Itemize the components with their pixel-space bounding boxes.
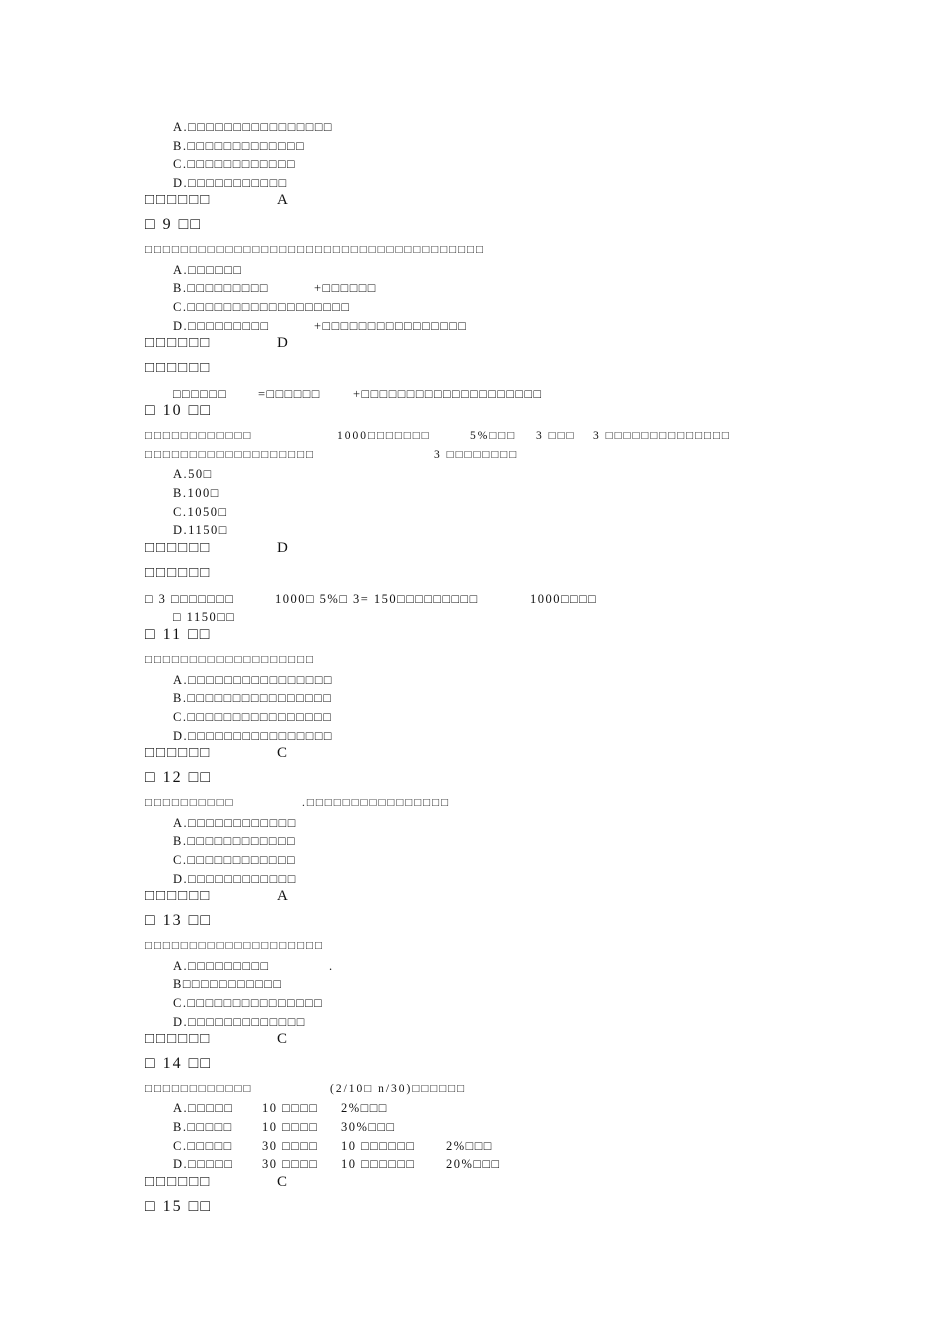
option-a: A.□□□□□□□□□□□□□□□□ — [173, 120, 333, 134]
option-d: D.□□□□□ — [173, 1157, 234, 1171]
answer-value: D — [277, 540, 290, 556]
answer-value: C — [277, 745, 290, 761]
option-a: A.□□□□□□ — [173, 263, 243, 277]
answer-label: □□□□□□ — [145, 745, 212, 761]
answer-value: C — [277, 1031, 290, 1047]
analysis-text: □ 3 □□□□□□□ — [145, 592, 235, 606]
question-text-part: 5%□□□ — [470, 430, 517, 442]
option-c: C.□□□□□□□□□□□□□□□□□□ — [173, 300, 351, 314]
answer-label: □□□□□□ — [145, 335, 212, 351]
answer-label: □□□□□□ — [145, 888, 212, 904]
answer-value: A — [277, 888, 290, 904]
option-c: C.□□□□□ — [173, 1139, 233, 1153]
option-d: D.1150□ — [173, 523, 228, 537]
question-text: □□□□□□□□□□□□□□□□□□□ — [145, 654, 315, 666]
question-text: □□□□□□□□□□□□□□□□□□□□ — [145, 940, 324, 952]
option-b: B.□□□□□ — [173, 1120, 233, 1134]
option-a-part: 10 □□□□ — [262, 1101, 319, 1115]
analysis-text-part: 1000□□□□ — [530, 592, 598, 606]
option-a: A.□□□□□□□□□ — [173, 959, 270, 973]
option-d-part: 20%□□□ — [446, 1157, 501, 1171]
option-c: C.□□□□□□□□□□□□□□□□ — [173, 710, 333, 724]
analysis-label: □□□□□□ — [145, 360, 212, 376]
option-b: B.100□ — [173, 486, 220, 500]
answer-value: C — [277, 1174, 290, 1190]
option-d-part: +□□□□□□□□□□□□□□□□ — [314, 319, 468, 333]
option-c: C.□□□□□□□□□□□□□□□ — [173, 996, 324, 1010]
question-text-part: 1000□□□□□□□ — [337, 430, 431, 442]
option-c-part: 2%□□□ — [446, 1139, 493, 1153]
question-text: □□□□□□□□□□ — [145, 797, 235, 809]
question-text: □□□□□□□□□□□□ — [145, 1083, 253, 1095]
option-c-part: 10 □□□□□□ — [341, 1139, 416, 1153]
option-d: D.□□□□□□□□□ — [173, 319, 270, 333]
option-a: A.□□□□□□□□□□□□□□□□ — [173, 673, 333, 687]
option-b-part: +□□□□□□ — [314, 281, 377, 295]
option-b: B.□□□□□□□□□□□□□ — [173, 139, 306, 153]
question-header: □ 12 □□ — [145, 769, 212, 786]
question-header: □ 14 □□ — [145, 1055, 212, 1072]
answer-value: A — [277, 192, 290, 208]
question-text-part: 3 □□□ — [536, 430, 576, 442]
question-text: □□□□□□□□□□□□□□□□□□□□□□□□□□□□□□□□□□□□□□ — [145, 244, 485, 256]
answer-label: □□□□□□ — [145, 192, 212, 208]
analysis-label: □□□□□□ — [145, 565, 212, 581]
option-b-part: 30%□□□ — [341, 1120, 396, 1134]
option-c-part: 30 □□□□ — [262, 1139, 319, 1153]
question-text-part: (2/10□ n/30)□□□□□□ — [330, 1083, 467, 1095]
analysis-text: □ 1150□□ — [173, 610, 236, 624]
question-header: □ 9 □□ — [145, 216, 202, 233]
analysis-text-part: =□□□□□□ — [258, 387, 321, 401]
question-header: □ 10 □□ — [145, 402, 212, 419]
option-a: A.50□ — [173, 467, 213, 481]
option-b: B□□□□□□□□□□□ — [173, 977, 283, 991]
answer-value: D — [277, 335, 290, 351]
option-d: D.□□□□□□□□□□□□ — [173, 872, 297, 886]
analysis-text-part: 1000□ 5%□ 3= 150□□□□□□□□□ — [275, 592, 479, 606]
option-c: C.□□□□□□□□□□□□ — [173, 853, 297, 867]
option-d: D.□□□□□□□□□□□ — [173, 176, 288, 190]
option-d-part: 10 □□□□□□ — [341, 1157, 416, 1171]
option-c: C.□□□□□□□□□□□□ — [173, 157, 297, 171]
option-b: B.□□□□□□□□□□□□□□□□ — [173, 691, 333, 705]
question-header: □ 11 □□ — [145, 626, 212, 643]
option-a: A.□□□□□□□□□□□□ — [173, 816, 297, 830]
option-b: B.□□□□□□□□□□□□ — [173, 834, 297, 848]
answer-label: □□□□□□ — [145, 1031, 212, 1047]
question-text-part: 3 □□□□□□□□□□□□□□ — [593, 430, 731, 442]
question-text: □□□□□□□□□□□□ — [145, 430, 253, 442]
option-a-part: 2%□□□ — [341, 1101, 388, 1115]
analysis-text: □□□□□□ — [173, 387, 228, 401]
option-a: A.□□□□□ — [173, 1101, 234, 1115]
question-text-part: 3 □□□□□□□□ — [434, 449, 519, 461]
analysis-text-part: +□□□□□□□□□□□□□□□□□□□□ — [353, 387, 543, 401]
answer-label: □□□□□□ — [145, 540, 212, 556]
question-header: □ 13 □□ — [145, 912, 212, 929]
question-text-part: .□□□□□□□□□□□□□□□□ — [302, 797, 451, 809]
option-d: D.□□□□□□□□□□□□□□□□ — [173, 729, 333, 743]
option-b-part: 10 □□□□ — [262, 1120, 319, 1134]
question-text: □□□□□□□□□□□□□□□□□□□ — [145, 449, 315, 461]
option-c: C.1050□ — [173, 505, 228, 519]
option-d-part: 30 □□□□ — [262, 1157, 319, 1171]
question-header: □ 15 □□ — [145, 1198, 212, 1215]
option-a-part: . — [329, 959, 334, 973]
option-d: D.□□□□□□□□□□□□□ — [173, 1015, 306, 1029]
option-b: B.□□□□□□□□□ — [173, 281, 269, 295]
answer-label: □□□□□□ — [145, 1174, 212, 1190]
